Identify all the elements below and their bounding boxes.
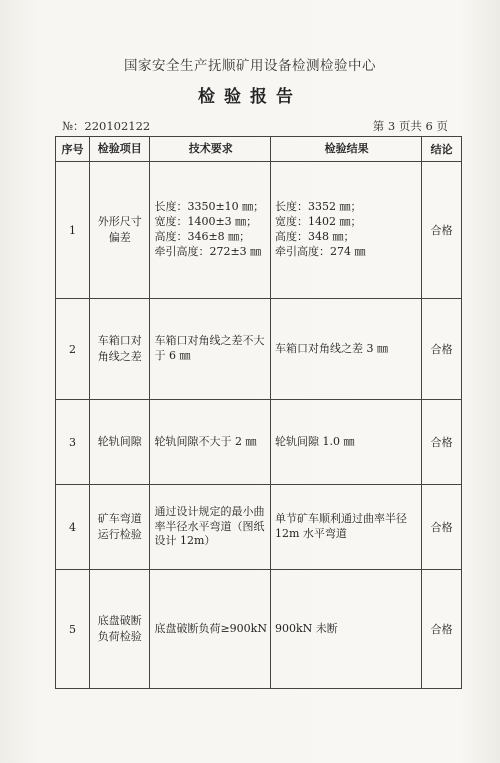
cell-no: 4 [56, 485, 90, 570]
cell-requirement [150, 485, 271, 570]
cell-item-line: 运行检验 [97, 528, 142, 541]
cell-result-line: 车箱口对角线之差 3 ㎜ [274, 341, 388, 355]
table-row [56, 162, 462, 299]
cell-requirement-line: 牵引高度：272±3 ㎜ [154, 244, 262, 258]
organization-name: 国家安全生产抚顺矿用设备检测检验中心 [124, 58, 376, 74]
cell-item-line: 偏差 [108, 231, 131, 244]
cell-result-line: 轮轨间隙 1.0 ㎜ [274, 434, 355, 448]
cell-item-line: 角线之差 [97, 350, 142, 363]
cell-requirement [150, 162, 271, 299]
report-title: 检验报告 [198, 87, 302, 107]
cell-requirement-line: 率半径水平弯道（图纸 [154, 519, 265, 533]
table-row [56, 570, 462, 689]
cell-requirement-line: 设计 12m） [154, 534, 216, 548]
cell-result-line: 高度：348 ㎜； [274, 230, 355, 243]
cell-item [90, 299, 150, 400]
cell-requirement [150, 400, 271, 485]
cell-item-line: 轮轨间隙 [97, 435, 142, 449]
cell-no: 5 [56, 570, 90, 689]
report-number [62, 118, 150, 134]
cell-result-line: 长度：3352 ㎜； [274, 200, 362, 214]
cell-item-line: 外形尺寸 [97, 215, 142, 229]
cell-result-line: 单节矿车顺利通过曲率半径 [274, 512, 407, 526]
cell-no: 3 [56, 400, 90, 485]
cell-requirement-line: 高度：346±8 ㎜； [154, 230, 251, 243]
cell-result [270, 299, 421, 400]
cell-requirement-line: 长度：3350±10 ㎜； [154, 200, 265, 214]
cell-conclusion: 合格 [422, 400, 462, 485]
cell-result-line: 900kN 未断 [274, 621, 338, 635]
cell-result [270, 162, 421, 299]
cell-result [270, 400, 421, 485]
page-indicator: 第 3 页共 6 页 [372, 119, 448, 133]
cell-item-line: 车箱口对 [97, 334, 142, 348]
cell-item [90, 162, 150, 299]
cell-requirement [150, 570, 271, 689]
table-row [56, 299, 462, 400]
cell-item [90, 485, 150, 570]
cell-requirement-line: 底盘破断负荷≥900kN [154, 621, 267, 635]
cell-result-line: 牵引高度：274 ㎜ [274, 244, 366, 258]
cell-item [90, 570, 150, 689]
table-row [56, 485, 462, 570]
cell-conclusion: 合格 [422, 570, 462, 689]
cell-item-line: 矿车弯道 [97, 512, 142, 526]
column-header-item: 检验项目 [90, 137, 150, 162]
cell-item [90, 400, 150, 485]
cell-result-line: 12m 水平弯道 [274, 527, 347, 540]
cell-requirement-line: 轮轨间隙不大于 2 ㎜ [154, 434, 257, 448]
cell-result-line: 宽度：1402 ㎜； [274, 215, 362, 229]
cell-requirement-line: 于 6 ㎜ [154, 349, 191, 362]
column-header-no: 序号 [56, 137, 90, 162]
report-number-label: №： [62, 119, 85, 133]
column-header-requirement: 技术要求 [150, 137, 271, 162]
cell-requirement-line: 通过设计规定的最小曲 [154, 504, 265, 518]
cell-conclusion: 合格 [422, 299, 462, 400]
cell-requirement [150, 299, 271, 400]
cell-item-line: 负荷检验 [97, 630, 142, 643]
column-header-conclusion: 结论 [422, 137, 462, 162]
cell-no: 1 [56, 162, 90, 299]
cell-requirement-line: 车箱口对角线之差不大 [154, 334, 265, 348]
cell-result [270, 570, 421, 689]
table-row [56, 400, 462, 485]
cell-result [270, 485, 421, 570]
table-header-row [56, 137, 462, 162]
cell-conclusion: 合格 [422, 162, 462, 299]
cell-requirement-line: 宽度：1400±3 ㎜； [154, 215, 258, 229]
inspection-table [55, 136, 462, 689]
report-number-value: 220102122 [84, 119, 151, 133]
column-header-result: 检验结果 [270, 137, 421, 162]
cell-no: 2 [56, 299, 90, 400]
cell-item-line: 底盘破断 [97, 614, 142, 628]
cell-conclusion: 合格 [422, 485, 462, 570]
